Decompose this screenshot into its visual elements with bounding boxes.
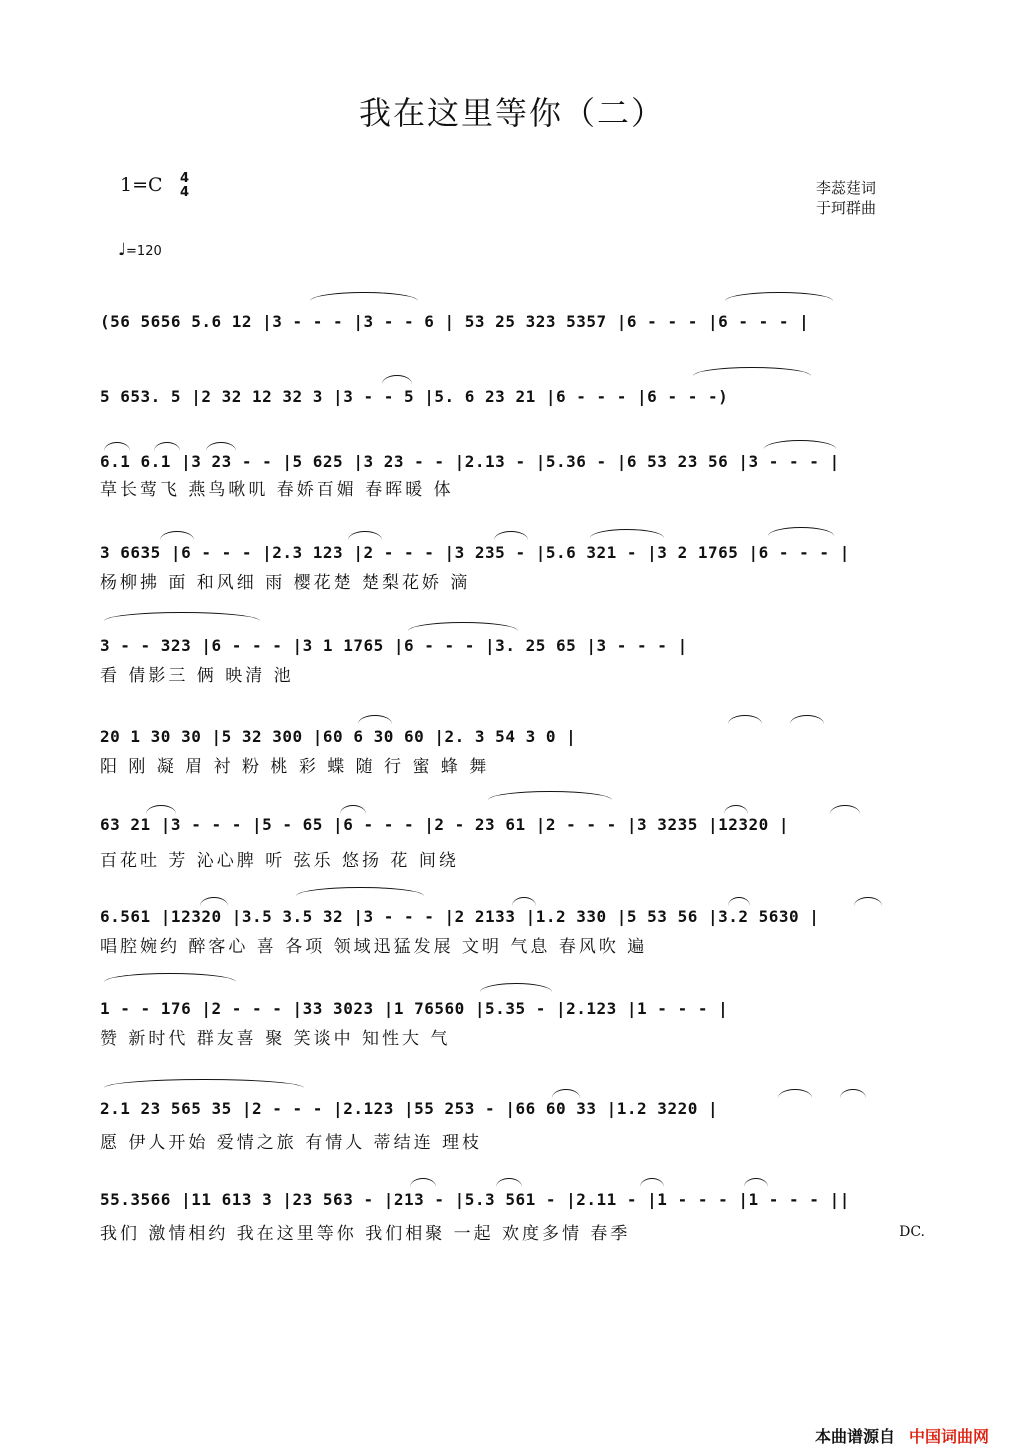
lyric-line: 愿 伊人开始 爱情之旅 有情人 蒂结连 理枝	[100, 1133, 483, 1153]
slur-mark	[104, 973, 236, 982]
slur-mark	[160, 531, 194, 540]
notation-line: 3 - - 323 |6 - - - |3 1 1765 |6 - - - |3. 25 65 |3 - - - |	[100, 636, 688, 655]
slur-mark	[790, 715, 824, 724]
slur-mark	[358, 715, 392, 724]
slur-mark	[480, 983, 552, 992]
notation-line: 5 653. 5 |2 32 12 32 3 |3 - - 5 |5. 6 23 21 |6 - - - |6 - - -)	[100, 387, 729, 406]
lyricist: 李蕊莛词	[816, 179, 877, 197]
slur-mark	[348, 531, 382, 540]
slur-mark	[512, 897, 536, 906]
slur-mark	[552, 1089, 580, 1098]
lyric-line: 唱腔婉约 醉客心 喜 各项 领域迅猛发展 文明 气息 春风吹 遍	[100, 937, 648, 957]
key-signature: 1=C	[120, 174, 163, 196]
notation-line: 2.1 23 565 35 |2 - - - |2.123 |55 253 - |66 60 33 |1.2 3220 |	[100, 1099, 719, 1118]
source-label: 本曲谱源自	[815, 1427, 896, 1446]
slur-mark	[104, 1079, 304, 1088]
slur-mark	[728, 897, 750, 906]
slur-mark	[590, 529, 664, 538]
time-signature-bottom: 4	[180, 185, 190, 200]
slur-mark	[693, 367, 811, 376]
slur-mark	[640, 1178, 664, 1187]
time-signature-top: 4	[180, 171, 190, 186]
tempo-value: =120	[126, 244, 162, 259]
quarter-note-icon: ♩	[118, 240, 127, 260]
slur-mark	[310, 292, 418, 301]
notation-line: 20 1 30 30 |5 32 300 |60 6 30 60 |2. 3 54 3 0 |	[100, 727, 577, 746]
lyric-line: 看 倩影三 俩 映清 池	[100, 666, 294, 686]
time-signature	[180, 172, 189, 200]
slur-mark	[744, 1178, 768, 1187]
lyric-line: 百花吐 芳 沁心脾 听 弦乐 悠扬 花 间绕	[100, 851, 459, 871]
slur-mark	[496, 1178, 522, 1187]
slur-mark	[830, 805, 860, 814]
page-title: 我在这里等你（二）	[358, 94, 665, 132]
lyric-line: 草长莺飞 燕鸟啾叽 春娇百媚 春晖暖 体	[100, 480, 454, 500]
slur-mark	[764, 440, 836, 449]
slur-mark	[488, 791, 612, 800]
slur-mark	[200, 897, 228, 906]
lyric-line: 杨柳拂 面 和风细 雨 樱花楚 楚梨花娇 滴	[100, 573, 471, 593]
slur-mark	[724, 805, 748, 814]
slur-mark	[725, 292, 833, 301]
notation-line: (56 5656 5.6 12 |3 - - - |3 - - 6 | 53 25 323 5357 |6 - - - |6 - - - |	[100, 312, 810, 331]
slur-mark	[410, 1178, 436, 1187]
slur-mark	[296, 887, 424, 896]
composer: 于珂群曲	[816, 199, 877, 217]
lyric-line: 阳 刚 凝 眉 衬 粉 桃 彩 蝶 随 行 蜜 蜂 舞	[100, 757, 490, 777]
credits	[816, 178, 876, 218]
slur-mark	[340, 805, 366, 814]
slur-mark	[104, 612, 260, 621]
slur-mark	[494, 531, 528, 540]
slur-mark	[854, 897, 882, 906]
notation-line: 6.1 6.1 |3 23 - - |5 625 |3 23 - - |2.13 - |5.36 - |6 53 23 56 |3 - - - |	[100, 452, 840, 471]
slur-mark	[408, 622, 518, 631]
slur-mark	[382, 375, 412, 384]
source-footer	[815, 1424, 989, 1447]
dc-marking: DC.	[899, 1224, 925, 1240]
notation-line: 6.561 |12320 |3.5 3.5 32 |3 - - - |2 2133 |1.2 330 |5 53 56 |3.2 5630 |	[100, 907, 820, 926]
notation-line: 55.3566 |11 613 3 |23 563 - |213 - |5.3 561 - |2.11 - |1 - - - |1 - - - ||	[100, 1190, 850, 1209]
site-link[interactable]: 中国词曲网	[909, 1427, 990, 1446]
slur-mark	[728, 715, 762, 724]
slur-mark	[768, 527, 834, 536]
lyric-line: 我们 激情相约 我在这里等你 我们相聚 一起 欢度多情 春季	[100, 1224, 631, 1244]
notation-line: 3 6635 |6 - - - |2.3 123 |2 - - - |3 235 - |5.6 321 - |3 2 1765 |6 - - - |	[100, 543, 850, 562]
slur-mark	[146, 805, 176, 814]
notation-line: 63 21 |3 - - - |5 - 65 |6 - - - |2 - 23 61 |2 - - - |3 3235 |12320 |	[100, 815, 790, 834]
slur-mark	[840, 1089, 866, 1098]
notation-line: 1 - - 176 |2 - - - |33 3023 |1 76560 |5.35 - |2.123 |1 - - - |	[100, 999, 729, 1018]
slur-mark	[104, 442, 130, 451]
slur-mark	[154, 442, 180, 451]
lyric-line: 赞 新时代 群友喜 聚 笑谈中 知性大 气	[100, 1029, 451, 1049]
slur-mark	[206, 442, 236, 451]
tempo-marking	[118, 240, 162, 260]
slur-mark	[778, 1089, 812, 1098]
